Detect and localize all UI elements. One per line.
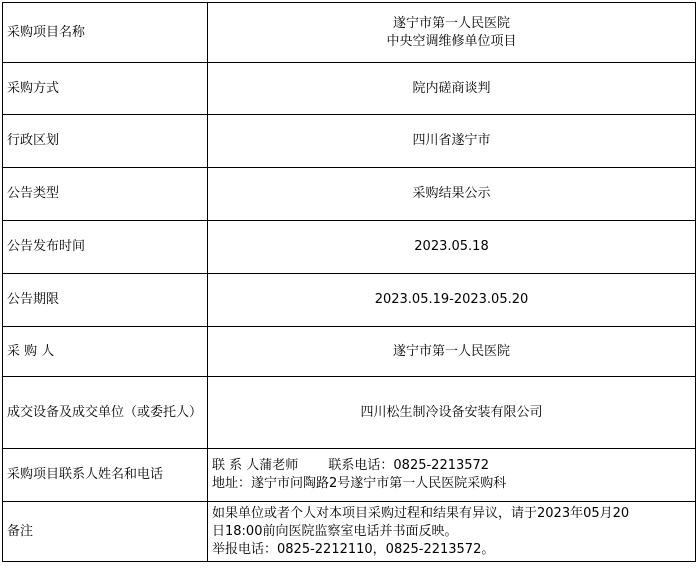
notice-period-label: 公告期限 [3, 274, 208, 327]
row-district [3, 115, 696, 168]
notice-type-value: 采购结果公示 [208, 168, 696, 221]
notice-period-value: 2023.05.19-2023.05.20 [208, 274, 696, 327]
row-contact [3, 449, 696, 502]
remark-line2: 日18:00前向医院监察室电话并书面反映。 [212, 523, 458, 539]
row-remark [3, 502, 696, 562]
project-name-value [208, 3, 696, 63]
row-notice-period [3, 274, 696, 327]
row-method [3, 63, 696, 115]
contact-line2: 地址：遂宁市问陶路2号遂宁市第一人民医院采购科 [212, 476, 507, 491]
row-project-name [3, 3, 696, 63]
method-label: 采购方式 [3, 63, 208, 115]
row-notice-type [3, 168, 696, 221]
contact-value [208, 449, 696, 502]
contact-line1: 联 系 人蒲老师 联系电话：0825-2213572 [212, 458, 490, 473]
remark-line1: 如果单位或者个人对本项目采购过程和结果有异议，请于2023年05月20 [212, 505, 630, 521]
project-name-line1: 遂宁市第一人民医院 [392, 15, 510, 31]
purchaser-label: 采 购 人 [3, 327, 208, 377]
notice-type-label: 公告类型 [3, 168, 208, 221]
district-value: 四川省遂宁市 [208, 115, 696, 168]
project-name-line2: 中央空调维修单位项目 [386, 33, 517, 49]
row-publish-time [3, 221, 696, 274]
procurement-result-table [2, 2, 696, 562]
project-name-label: 采购项目名称 [3, 3, 208, 63]
remark-label: 备注 [3, 502, 208, 562]
method-value: 院内磋商谈判 [208, 63, 696, 115]
remark-line3: 举报电话：0825-2212110，0825-2213572。 [212, 541, 495, 557]
remark-value [208, 502, 696, 562]
publish-time-value: 2023.05.18 [208, 221, 696, 274]
row-purchaser [3, 327, 696, 377]
purchaser-value: 遂宁市第一人民医院 [208, 327, 696, 377]
contact-label: 采购项目联系人姓名和电话 [3, 449, 208, 502]
district-label: 行政区划 [3, 115, 208, 168]
publish-time-label: 公告发布时间 [3, 221, 208, 274]
winner-label: 成交设备及成交单位（或委托人） [3, 377, 208, 449]
winner-value: 四川松生制冷设备安装有限公司 [208, 377, 696, 449]
row-winner [3, 377, 696, 449]
